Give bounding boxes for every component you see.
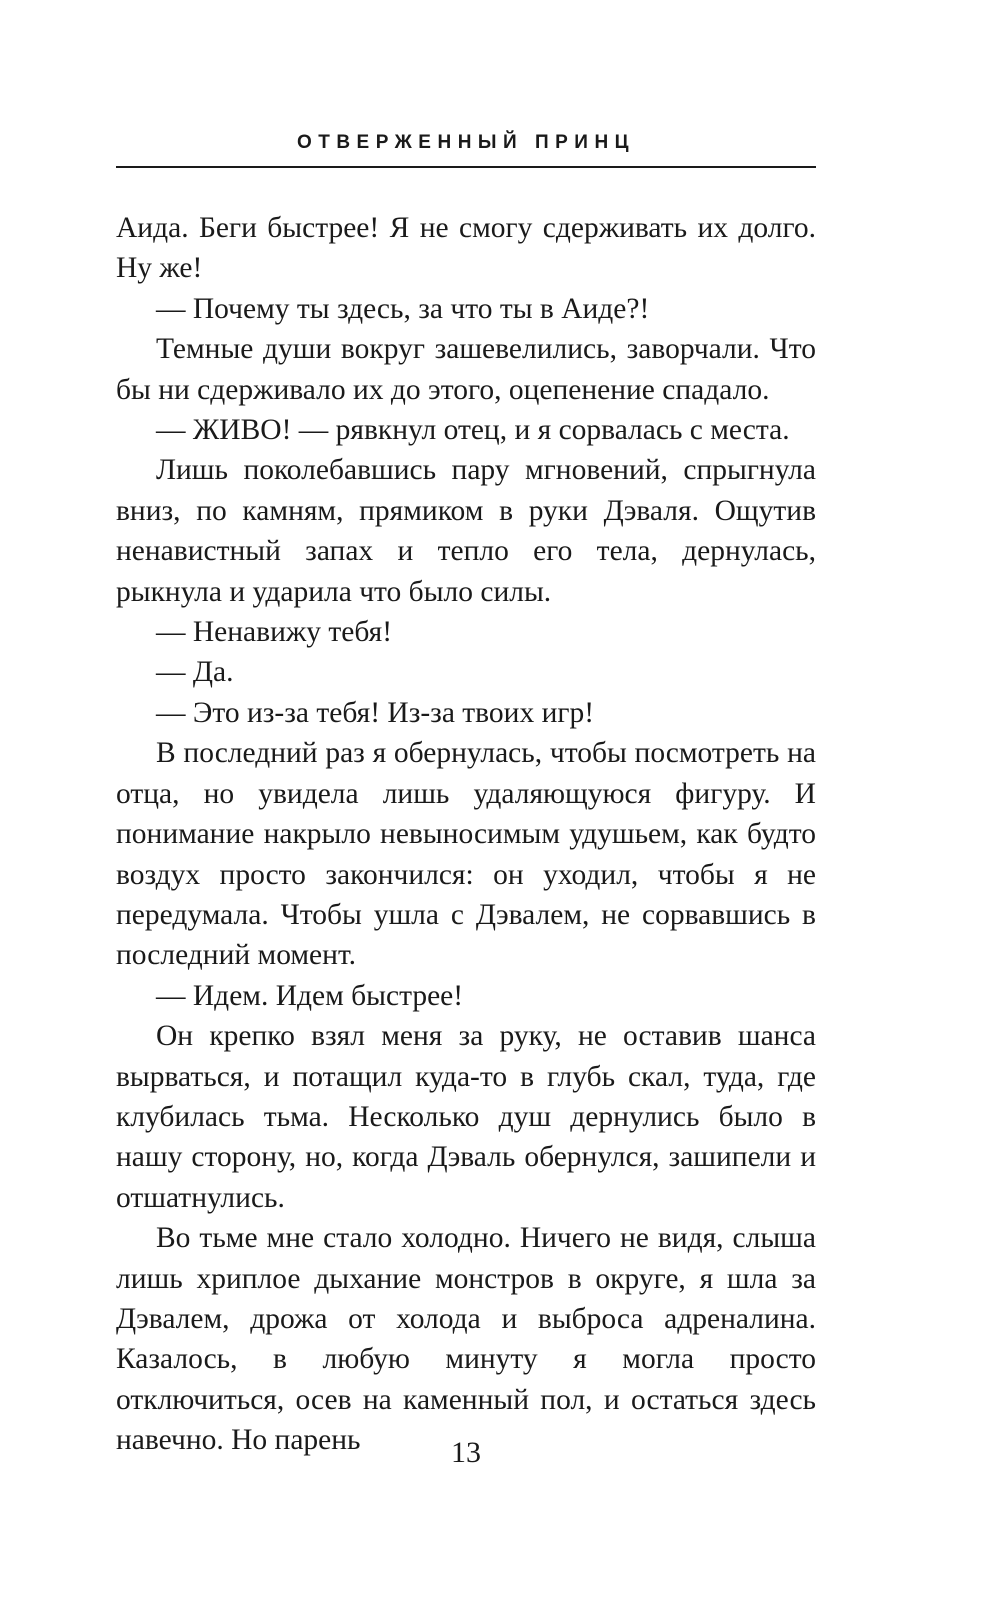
running-title: ОТВЕРЖЕННЫЙ ПРИНЦ <box>296 132 636 153</box>
body-text <box>116 208 816 1461</box>
paragraph: — Идем. Идем быстрее! <box>156 979 464 1012</box>
paragraph: — Это из-за тебя! Из-за твоих игр! <box>156 696 595 729</box>
paragraph: — Почему ты здесь, за что ты в Аиде?! <box>156 292 650 325</box>
paragraph: Аида. Беги быстрее! Я не смогу сдерживать их долго. Ну же! <box>116 212 816 285</box>
paragraph: Темные души вокруг зашевелились, заворчали. Что бы ни сдерживало их до этого, оцепенение спадало. <box>116 333 816 406</box>
paragraph: — Ненавижу тебя! <box>156 616 393 649</box>
page-number: 13 <box>451 1436 481 1469</box>
header-rule <box>116 166 816 168</box>
paragraph: Во тьме мне стало холодно. Ничего не видя, слыша лишь хриплое дыхание монстров в округе, я шла за Дэвалем, дрожа от холода и выброса адреналина. Казалось, в любую минуту я могла просто отключиться, осев на каменный пол, и остаться здесь навечно. Но парень <box>116 1222 816 1457</box>
paragraph: В последний раз я обернулась, чтобы посмотреть на отца, но увидела лишь удаляющуюся фигуру. И понимание накрыло невыносимым удушьем, как будто воздух просто закончился: он уходил, чтобы я не передумала. Чтобы ушла с Дэвалем, не сорвавшись в последний момент. <box>116 737 816 972</box>
paragraph: Лишь поколебавшись пару мгновений, спрыгнула вниз, по камням, прямиком в руки Дэваля. Ощутив ненавистный запах и тепло его тела, дернулась, рыкнула и ударила что было силы. <box>116 454 816 608</box>
paragraph: — ЖИВО! — рявкнул отец, и я сорвалась с места. <box>156 414 790 447</box>
paragraph: Он крепко взял меня за руку, не оставив шанса вырваться, и потащил куда-то в глубь скал, туда, где клубилась тьма. Несколько душ дернулись было в нашу сторону, но, когда Дэваль обернулся, зашипели и отшатнулись. <box>116 1020 816 1214</box>
paragraph: — Да. <box>156 656 234 689</box>
